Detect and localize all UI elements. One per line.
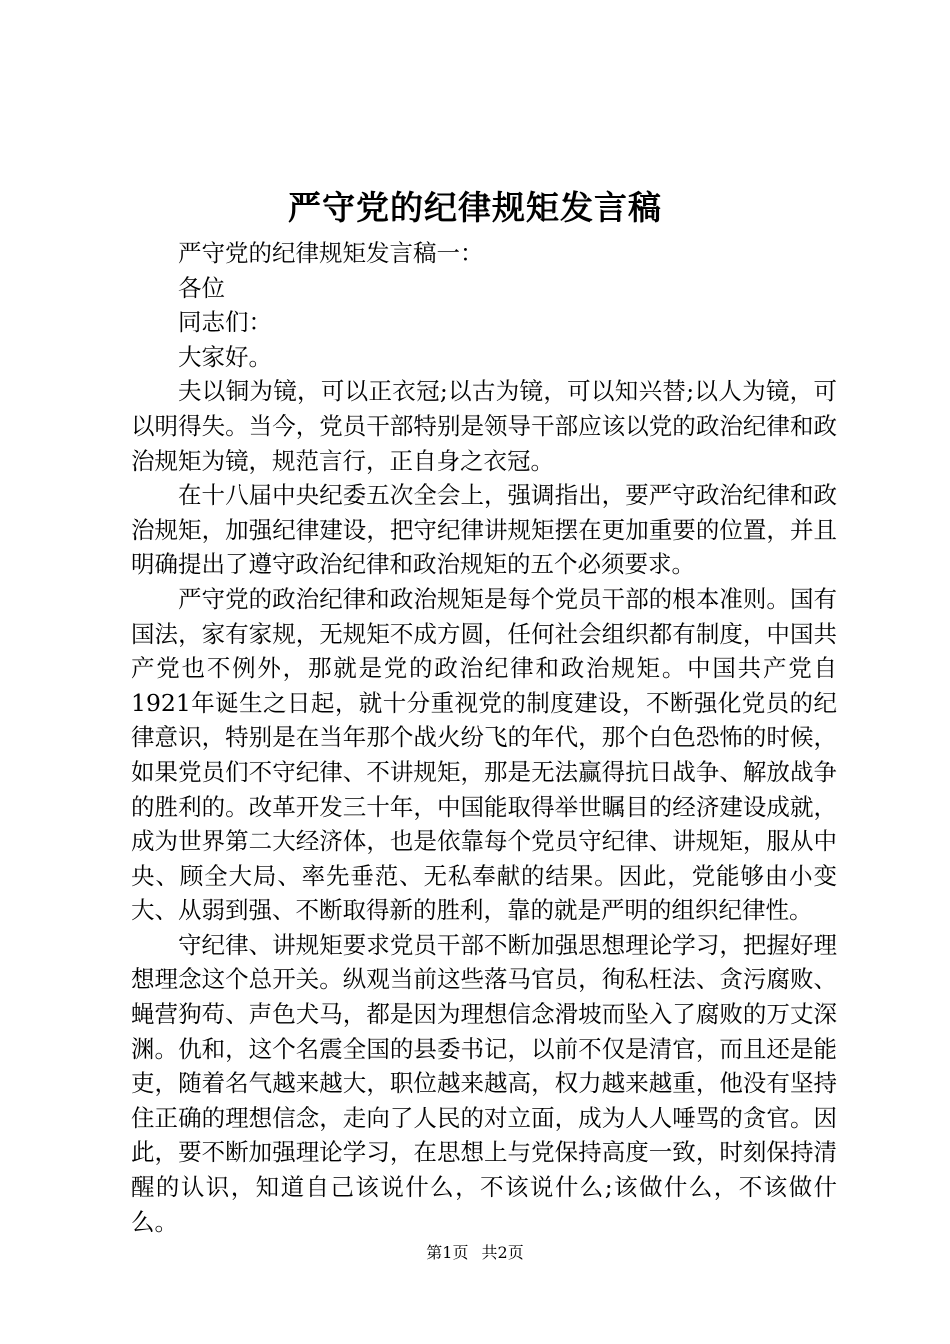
document-body (131, 236, 837, 1239)
paragraph-greeting: 大家好。 (178, 342, 272, 371)
paragraph-principle: 严守党的政治纪律和政治规矩是每个党员干部的根本准则。国有国法，家有家规，无规矩不成方圆，任何社会组织都有制度，中国共产党也不例外，那就是党的政治纪律和政治规矩。中国共产党自1921年诞生之日起，就十分重视党的制度建设，不断强化党员的纪律意识，特别是在当年那个战火纷飞的年代，那个白色恐怖的时候，如果党员们不守纪律、不讲规矩，那是无法赢得抗日战争、解放战争的胜利的。改革开发三十年，中国能取得举世瞩目的经济建设成就，成为世界第二大经济体，也是依靠每个党员守纪律、讲规矩，服从中央、顾全大局、率先垂范、无私奉献的结果。因此，党能够由小变大、从弱到强、不断取得新的胜利，靠的就是严明的组织纪律性。 (131, 584, 837, 925)
document-title: 严守党的纪律规矩发言稿 (288, 188, 662, 227)
page-number: 第1页 (426, 1243, 469, 1262)
page-total: 共2页 (481, 1243, 524, 1262)
paragraph-address: 同志们： (178, 308, 272, 337)
paragraph-plenary: 在十八届中央纪委五次全会上，强调指出，要严守政治纪律和政治规矩，加强纪律建设，把守纪律讲规矩摆在更加重要的位置，并且明确提出了遵守政治纪律和政治规矩的五个必须要求。 (131, 481, 837, 579)
paragraph-heading: 严守党的纪律规矩发言稿一： (178, 239, 484, 267)
paragraph-salutation: 各位 (178, 273, 225, 302)
paragraph-intro: 夫以铜为镜，可以正衣冠;以古为镜，可以知兴替;以人为镜，可以明得失。当今，党员干部特别是领导干部应该以党的政治纪律和政治规矩为镜，规范言行，正自身之衣冠。 (131, 377, 837, 475)
page-footer (0, 1242, 950, 1264)
paragraph-study: 守纪律、讲规矩要求党员干部不断加强思想理论学习，把握好理想理念这个总开关。纵观当前这些落马官员，徇私枉法、贪污腐败、蝇营狗苟、声色犬马，都是因为理想信念滑坡而坠入了腐败的万丈深渊。仇和，这个名震全国的县委书记，以前不仅是清官，而且还是能吏，随着名气越来越大，职位越来越高，权力越来越重，他没有坚持住正确的理想信念，走向了人民的对立面，成为人人唾骂的贪官。因此，要不断加强理论学习，在思想上与党保持高度一致，时刻保持清醒的认识，知道自己该说什么，不该说什么;该做什么，不该做什么。 (131, 930, 837, 1236)
